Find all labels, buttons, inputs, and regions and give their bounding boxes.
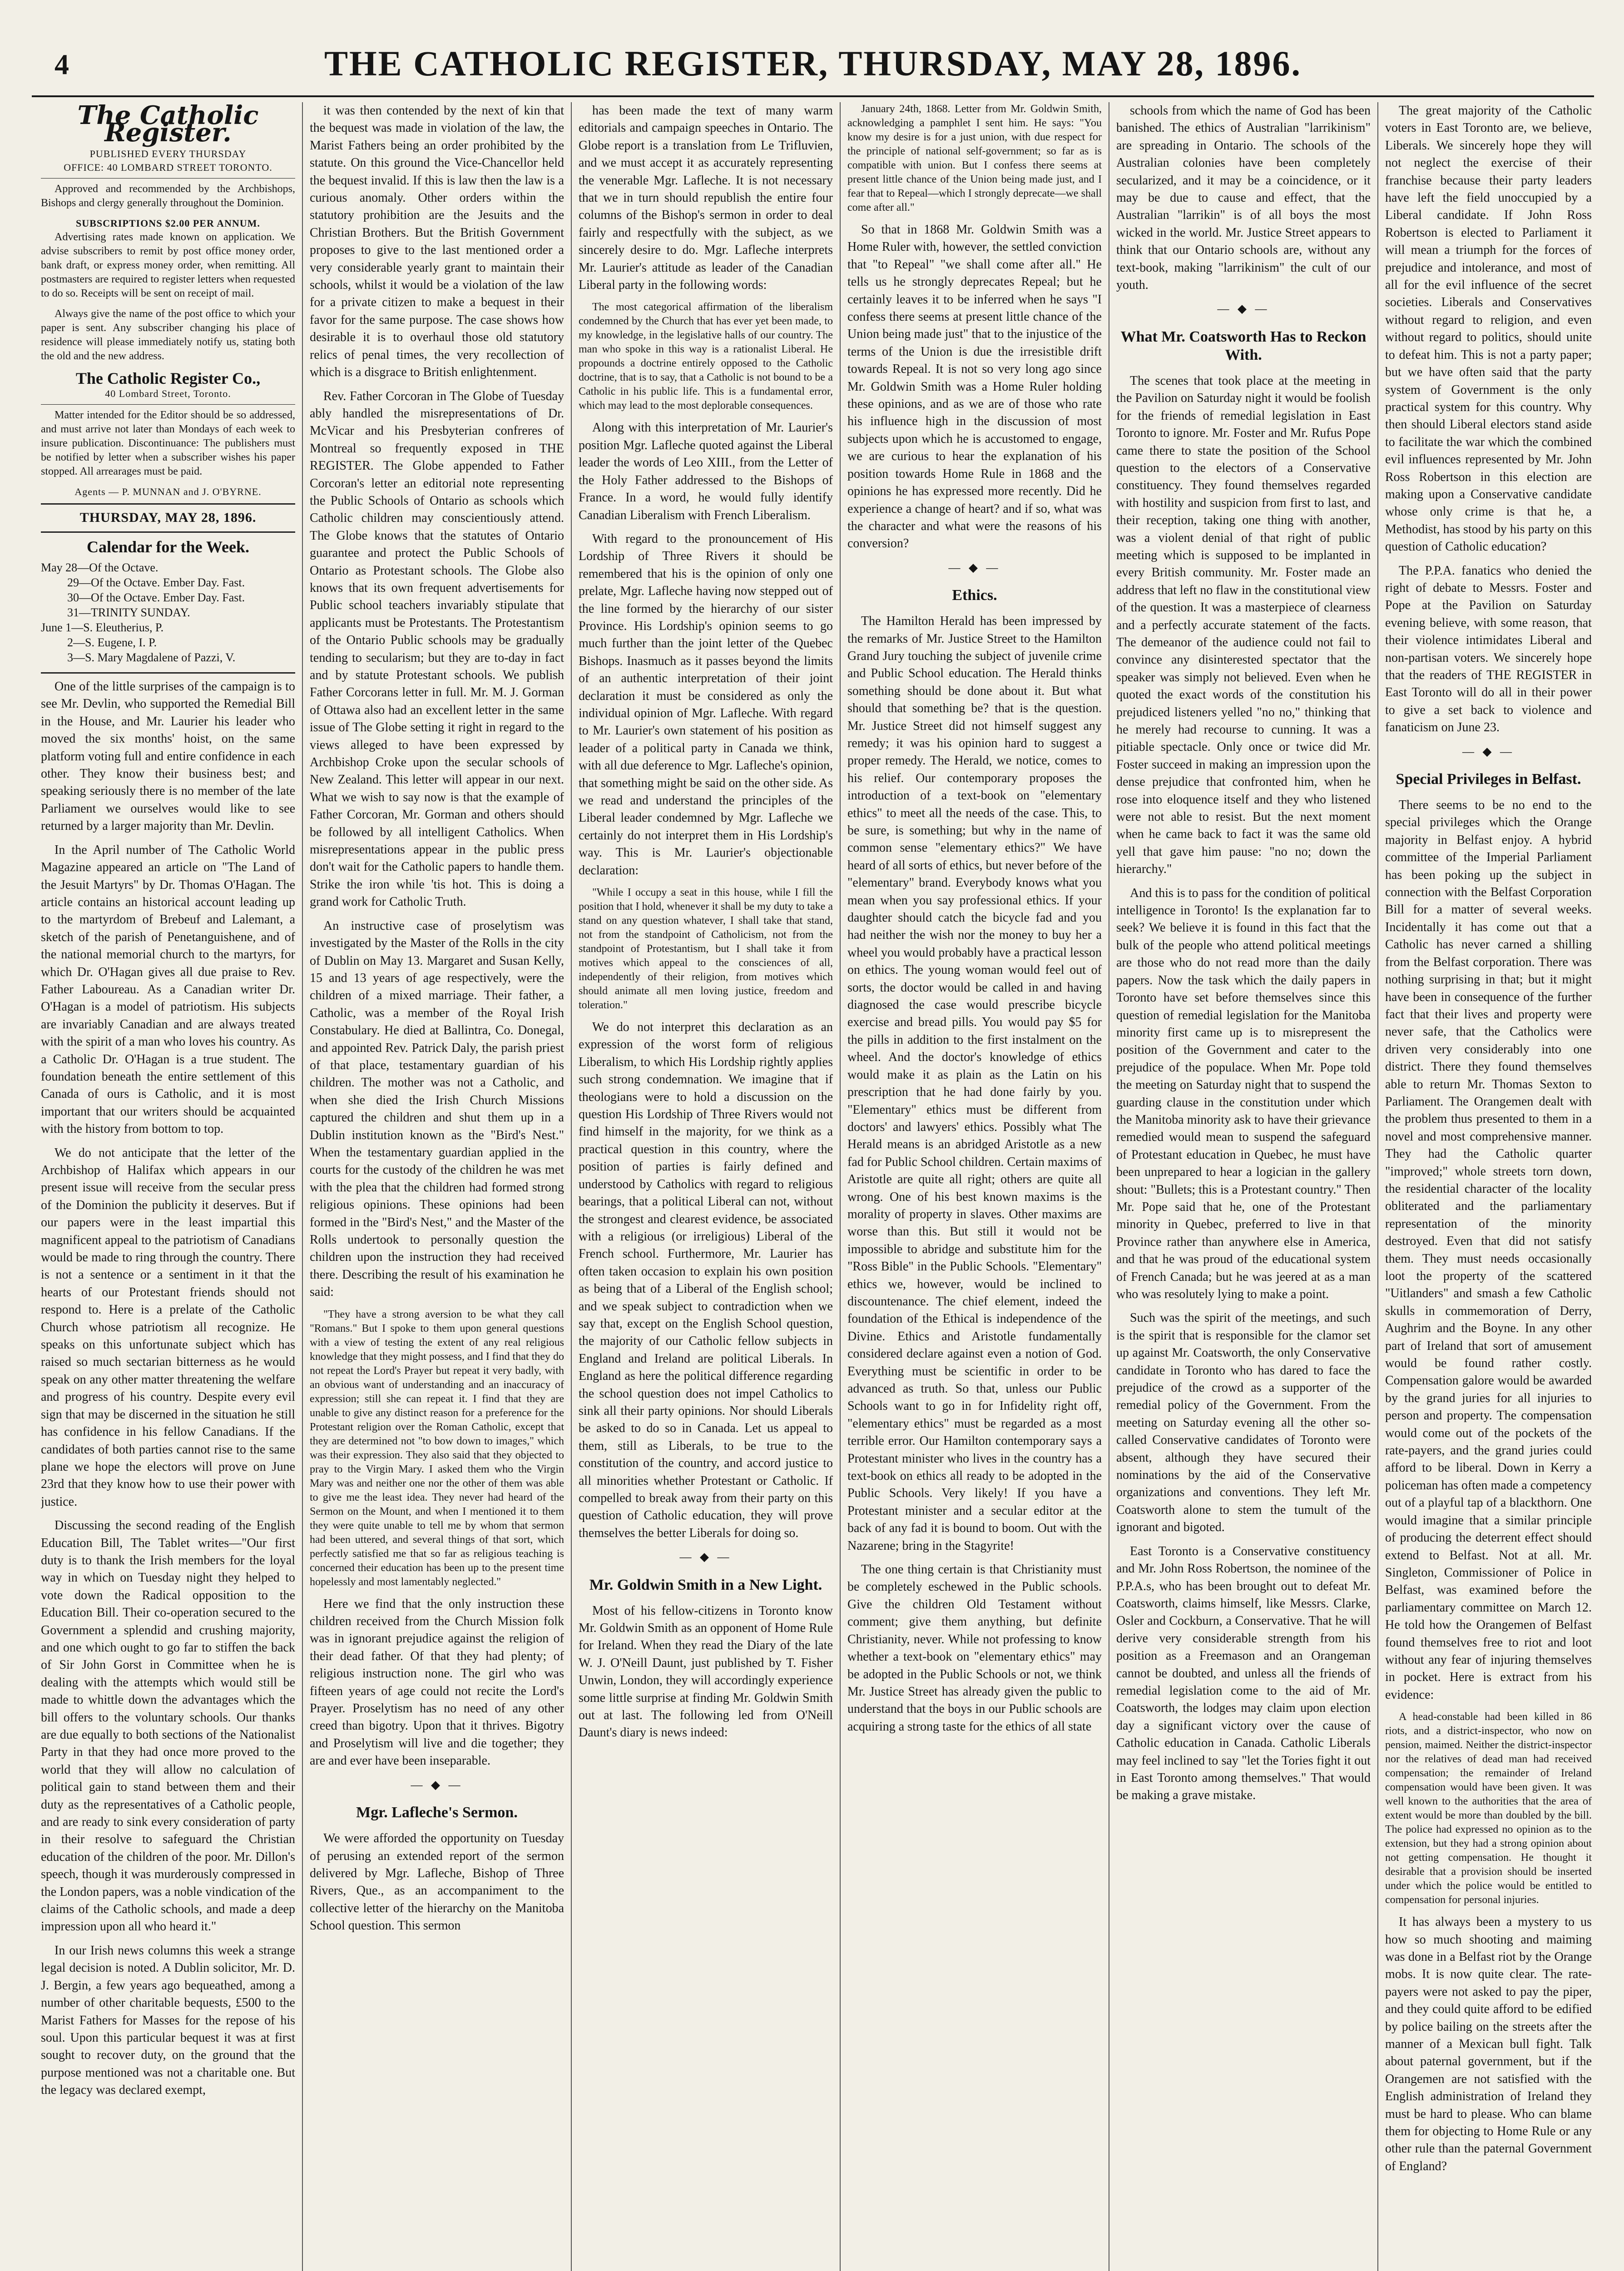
article-paragraph: In the April number of The Catholic World Magazine appeared an article on "The Land of the Jesuit Martyrs" by Dr. Thomas O'Hagan. The article contains an historical account leading up to the martyrdom of Brebeuf and Lalemant, a sketch of the parish of Penetanguishene, and of the national memorial church to the martyrs, for which Dr. O'Hagan gives all due praise to Rev. Father Laboureau. As a Canadian writer Dr. O'Hagan is a model of patriotism. His subjects are invariably Canadian and are always treated with the spirit of a man who loves his country. As a Catholic Dr. O'Hagan is a true student. The foundation beneath the entire settlement of this Canada of ours is Catholic, and it is most important that our writers should be acquainted with the history from bottom to top. [41, 843, 295, 1136]
ornament-divider: — ◆ — [1217, 302, 1270, 316]
notice-text: Matter intended for the Editor should be so addressed, and must arrive not later than Mondays of each week to insure publication. Discontinuance: The publishers must be notified by letter when a subscriber wishes his paper stopped. All arrearages must be paid. [41, 409, 295, 478]
subscriptions-heading: SUBSCRIPTIONS $2.00 PER ANNUM. [76, 217, 260, 229]
article-paragraph: Discussing the second reading of the English Education Bill, The Tablet writes—"Our first duty is to thank the Irish members for the loyal way in which on Tuesday night they helped to vote down the Radical opposition to the Education Bill. Their co-operation secured to the Government a splendid and crushing majority, and one which ought to go far to stiffen the back of Sir John Gorst in Committee when he is dealing with the attempts which would still be made to whittle down the advantages which the bill offers to the voluntary schools. Our thanks are due equally to both sections of the Nationalist Party in that they had once more proved to the world that they will allow no calculation of political gain to stand between them and their duty as the representatives of a Catholic people, and are ready to sink every consideration of party in their resolve to safeguard the Christian education of the children of the poor. Mr. Dillon's speech, though it was murderously compressed in the London papers, was a noble vindication of the claims of the Catholic schools, and made a deep impression upon all who heard it." [41, 1518, 295, 1934]
ornament-divider: — ◆ — [948, 560, 1001, 574]
page-number: 4 [54, 48, 69, 80]
article-paragraph: has been made the text of many warm editorials and campaign speeches in Ontario. The Globe report is a translation from Le Trifluvien, and we must accept it as accurately representing the venerable Mgr. Lafleche. It is not necessary that we in turn should republish the entire four columns of the Bishop's sermon in order to deal fairly and respectfully with the subject, as we sincerely desire to do. Mgr. Lafleche interprets Mr. Laurier's attitude as leader of the Canadian Liberal party in the following words: [579, 104, 833, 293]
column-2 [310, 102, 564, 2271]
ornament-divider: — ◆ — [1462, 744, 1515, 758]
article-paragraph: One of the little surprises of the campaign is to see Mr. Devlin, who supported the Remedial Bill in the House, and Mr. Laurier his leader who moved the six months' hoist, on the same platform voting full and entire confidence in each other. They know their business best; and speaking seriously there is no member of the late Parliament we ourselves would like to see returned by a larger majority than Mr. Devlin. [41, 679, 295, 833]
article-paragraph: It has always been a mystery to us how so much shooting and maiming was done in a Belfast riot by the Orange mobs. It is now quite clear. The rate-payers were not asked to pay the piper, and they could quite afford to be edified by police bailing on the streets after the manner of a Mexican bull fight. Talk about paternal government, but if the Orangemen are not satisfied with the English administration of Ireland they must be hard to please. Who can blame them for objecting to Home Rule or any other rule than the paternal Government of England? [1385, 1915, 1592, 2173]
article-paragraph: Such was the spirit of the meetings, and such is the spirit that is responsible for the clamor set up against Mr. Coatsworth, the only Conservative candidate in Toronto who has dared to face the prejudice of the crowd as a supporter of the remedial policy of the Government. From the meeting on Saturday evening all the other so-called Conservative candidates of Toronto were absent, although they have secured their nominations by the aid of the Conservative organizations and conventions. They left Mr. Coatsworth alone to stem the tumult of the ignorant and bigoted. [1116, 1311, 1371, 1535]
calendar-list [41, 560, 295, 665]
terms-text: Advertising rates made known on application. We advise subscribers to remit by post office money order, bank draft, or express money order, when remitting. All postmasters are required to register letters when requested to do so. Receipts will be sent on receipt of mail. [41, 231, 295, 299]
office-line: OFFICE: 40 LOMBARD STREET TORONTO. [64, 161, 272, 173]
publisher-address: 40 Lombard Street, Toronto. [105, 388, 231, 400]
block-quote: January 24th, 1868. Letter from Mr. Goldwin Smith, acknowledging a pamphlet I sent him. He says: "You know my desire is for a just union, with due respect for the principle of national self-government; so far as is compatible with union. But I confess there seems at present little chance of the Union being made just, and I fear that to Repeal—which I strongly deprecate—we shall come after all." [847, 103, 1102, 213]
header-rule [32, 95, 1594, 97]
ornament-divider: — ◆ — [679, 1550, 732, 1564]
divider [41, 178, 295, 179]
block-quote: "While I occupy a seat in this house, while I fill the position that I hold, whenever it shall be my duty to take a stand on any question whatever, I shall take that stand, not from the standpoint of Catholicism, not from the standpoint of Protestantism, but I shall take it from motives which appeal to the consciences of all, independently of their religion, from motives which should animate all men loving justice, freedom and toleration." [579, 887, 833, 1012]
ornament-divider: — ◆ — [411, 1778, 463, 1791]
calendar-entry: 30—Of the Octave. Ember Day. Fast. [67, 591, 245, 605]
article-paragraph: With regard to the pronouncement of His Lordship of Three Rivers it should be remembered that his is the opinion of only one prelate, Mgr. Lafleche having now stepped out of the line formed by the hierarchy of our sister Province. His Lordship's opinion seems to go much further than the joint letter of the Quebec Bishops. Inasmuch as it passes beyond the limits of an authentic interpretation of their joint declaration it must be considered as only the individual opinion of Mgr. Lafleche. With regard to Mr. Laurier's own statement of his position as leader of a political party in Canada we think, with all due deference to Mgr. Lafleche's opinion, that something might be said on the other side. As we read and understand the principles of the Liberal leader condemned by Mgr. Lafleche we certainly do not interpret them in His Lordship's way. This is Mr. Laurier's objectionable declaration: [579, 531, 833, 878]
article-paragraph: The great majority of the Catholic voters in East Toronto are, we believe, Liberals. We sincerely hope they will not neglect the exercise of their franchise because their party leaders have left the field unoccupied by a Liberal candidate. If John Ross Robertson is elected to Parliament it will mean a triumph for the forces of prejudice and intolerance, and most of all for the evil influence of the secret societies. Liberals and Conservatives without regard to religion, and even without regard to politics, should unite to defeat him. This is not a party paper; but we have often said that the party system of Government is the only practical system for this country. Why then should Liberal electors stand aside to facilitate the war which the combined evil influences represented by Mr. John Ross Robertson in this election are making upon a Conservative candidate whose only crime is that he, a Methodist, has stood by his party on this question of Catholic education? [1385, 104, 1592, 554]
article-headline: Mr. Goldwin Smith in a New Light. [589, 1576, 822, 1593]
calendar-heading: Calendar for the Week. [87, 537, 249, 556]
date-line: THURSDAY, MAY 28, 1896. [79, 510, 257, 526]
article-paragraph: Here we find that the only instruction these children received from the Church Mission folk was in ignorant prejudice against the religion of their dead father. Of that they had plenty; of religious instruction none. The girl who was fifteen years of age could not recite the Lord's Prayer. Proselytism has no need of any other creed than bigotry. Upon that it thrives. Bigotry and Proselytism will live and die together; they are and ever have been inseparable. [310, 1597, 564, 1768]
calendar-entry: 2—S. Eugene, I. P. [67, 636, 157, 650]
article-paragraph: The Hamilton Herald has been impressed by the remarks of Mr. Justice Street to the Hamilton Grand Jury touching the subject of juvenile crime and Public School education. The Herald thinks something should be done about it. But what should that something be? that is the question. Mr. Justice Street did not himself suggest any remedy; it was his opinion hard to suggest a proper remedy. The Herald, we notice, comes to his relief. Our contemporary proposes the introduction of a text-book on "elementary ethics" to meet all the needs of the case. This, to be sure, is something; but why in the name of common sense "elementary ethics?" We have heard of all sorts of ethics, but never before of the "elementary" brand. Everybody knows what you mean when you say professional ethics. If your daughter should catch the bicycle fad and you had neither the wish nor the money to buy her a wheel you would probably have a practical lesson on ethics. The young woman would feel out of sorts, the doctor would be called in and having diagnosed the case would prescribe bicycle exercise and bread pills. You would pay $5 for the pills in addition to the first instalment on the wheel. And the doctor's knowledge of ethics would make it as plain as the Latin on his prescription that he had done fairly by you. "Elementary" ethics must be different from doctors' and lawyers' ethics. Possibly what The Herald means is an abridged Aristotle as a new fad for Public School children. Certain maxims of Aristotle are quite all right; others are quite all wrong. One of his best known maxims is the morality of property in slaves. Other maxims are worse than this. But still it would not be impossible to abridge and substitute him for the "Ross Bible" in the Public Schools. "Elementary" ethics we, however, would be inclined to discountenance. The chief element, indeed the foundation of the Ethical is independence of the Divine. Ethics and Aristotle fundamentally considered declare against even a notion of God. Everything must be scientific in order to be advanced as truth. So that, unless our Public Schools want to go in for Infidelity right off, "elementary ethics" must be regarded as a most terrible error. Our Hamilton contemporary says a Protestant minister who lives in the country has a text-book on ethics all ready to be adopted in the Public Schools. Very likely! If you have a Protestant minister and a secular editor at the back of any fad it is bound to boom. Out with the Nazarene; bring in the Stagyrite! [847, 614, 1102, 1553]
calendar-entry: June 1—S. Eleutherius, P. [41, 621, 164, 635]
column-4 [847, 102, 1102, 2271]
column-rule [840, 102, 841, 2271]
article-headline: What Mr. Coatsworth Has to Reckon With. [1120, 328, 1367, 363]
article-paragraph: it was then contended by the next of kin that the bequest was made in violation of the law, the Marist Fathers being an order prohibited by the statute. On this ground the Vice-Chancellor held the bequest invalid. If this is law then the law is a curious anomaly. Other orders within the statutory prohibition are the Jesuits and the Christian Brothers. But the British Government proposes to give to the last mentioned order a very considerable yearly grant to maintain their schools, whilst it would be a violation of the law for a private citizen to make a bequest in their favor for the same purpose. The case shows how desirable it is to overhaul those old statutory relics of penal times, the very recollection of which is a disgrace to British enlightenment. [310, 104, 564, 380]
page-header [32, 43, 1594, 93]
publisher-name: The Catholic Register Co., [75, 369, 261, 387]
published-line: PUBLISHED EVERY THURSDAY [89, 148, 247, 159]
article-paragraph: We do not anticipate that the letter of the Archbishop of Halifax which appears in our present issue will receive from the secular press of the Dominion the publicity it deserves. But if our papers were in the least impartial this magnificent appeal to the patriotism of Canadians would be made to ring through the country. There is not a sentence or a sentiment in it that the hearts of our Protestant friends should not respond to. Here is a prelate of the Catholic Church whose patriotism all recognize. He speaks on this unfortunate subject which has raised so much sectarian bitterness as he would speak on any other matter threatening the welfare and progress of his country. Despite every evil sign that may be discerned in the situation he still has confidence in his fellow Canadians. If the candidates of both parties cannot rise to the same plane we hope the electors will prove on June 23rd that they know how to use their power with justice. [41, 1145, 295, 1509]
article-paragraph: We do not interpret this declaration as an expression of the worst form of religious Liberalism, to which His Lordship rightly applies such strong condemnation. We imagine that if theologians were to hold a discussion on the question His Lordship of Three Rivers would not find himself in the majority, for we think as a practical question in this country, where the position of parties is fairly defined and understood by Catholics with regard to religious bearings, that a political Liberal can not, without the strongest and clearest evidence, be associated with a religious (or irreligious) Liberal of the French school. Furthermore, Mr. Laurier has often taken occasion to explain his own position as being that of a Liberal of the English school; and we speak subject to contradiction when we say that, except on the English School question, the majority of our Catholic fellow subjects in England and Ireland are political Liberals. In England as here the political difference regarding the school question does not impel Catholics to sink all their party opinions. Nor should Liberals be asked to do so in Canada. Let us appeal to them, still as Liberals, to be true to the constitution of the country, and accord justice to all minorities whether Protestant or Catholic. If compelled to break away from their party on this question of Catholic education, they will prove themselves the better Liberals for doing so. [579, 1020, 833, 1540]
article-paragraph: East Toronto is a Conservative constituency and Mr. John Ross Robertson, the nominee of the P.P.A.s, who has been brought out to defeat Mr. Coatsworth, claims himself, like Messrs. Clarke, Osler and Cockburn, a Conservative. That he will derive very considerable strength from his position as a Freemason and an Orangeman cannot be doubted, and unless all the friends of remedial legislation come to the aid of Mr. Coatsworth, the lodges may claim upon election day a significant victory over the cause of Catholic education in Canada. Catholic Liberals may feel inclined to say "let the Tories fight it out in East Toronto among themselves." That would be making a grave mistake. [1116, 1544, 1371, 1803]
article-paragraph: There seems to be no end to the special privileges which the Orange majority in Belfast enjoy. A hybrid committee of the Imperial Parliament has been poking up the subject in connection with the Belfast Corporation Bill for a matter of several weeks. Incidentally it has come out that a Catholic has never carned a shilling from the Belfast corporation. There was nothing surprising in that; but it might have been in consequence of the further fact that their lives and property were never safe, that the Catholics were driven very considerably into one district. There they found themselves able to return Mr. Thomas Sexton to Parliament. The Orangemen dealt with the problem thus presented to them in a novel and most comprehensive manner. They had the Catholic quarter "improved;" whole streets torn down, the residential character of the locality obliterated and the parliamentary representation of the minority destroyed. Even that did not satisfy them. They must needs occasionally loot the property of the scattered "Uitlanders" and smash a few Catholic skulls in commemoration of Derry, Aughrim and the Boyne. In any other part of Ireland that sort of amusement would be found rather costly. Compensation galore would be awarded by the grand juries for all injuries to person and property. The compensation would come out of the pockets of the rate-payers, and the grand juries could afford to be liberal. Down in Kerry a policeman has often made a competency out of a playful tap of a blackthorn. One would imagine that a similar principle of producing the deterrent effect should extend to Belfast. Not at all. Mr. Singleton, Commissioner of Police in Belfast, was examined before the parliamentary committee on March 12. He told how the Orangemen of Belfast found themselves free to riot and loot without any fear of injuring themselves in pocket. Here is extract from his evidence: [1385, 798, 1592, 1702]
article-paragraph: The scenes that took place at the meeting in the Pavilion on Saturday night it would be foolish for the friends of remedial legislation in East Toronto to ignore. Mr. Foster and Mr. Rufus Pope came there to state the position of the School question to the electors of a Conservative constituency. They found themselves regarded with hostility and suspicion from first to last, and their reception, taking one thing with another, was a violent denial of that right of public meeting which is supposed to be implanted in every British community. Mr. Foster made an address that left no flaw in the constitutional view of the question. It was a masterpiece of clearness and a perfectly accurate statement of the facts. The demeanor of the audience could not fail to convince any disinterested spectator that the speaker was simply not believed. Even when he quoted the exact words of the constitution his prejudiced listeners yelled "no no," thinking that he merely had recourse to cunning. It was a pitiable spectacle. Only once or twice did Mr. Foster succeed in making an impression upon the dense prejudice that confronted him, when he rose into eloquence itself and they who listened were not able to resist. But the next moment when he came back to fact it was the same old yell that gave him pause: "no no; down the hierarchy." [1116, 373, 1371, 877]
column-rule [571, 102, 572, 2271]
terms-text-2: Always give the name of the post office to which your paper is sent. Any subscriber changing his place of residence will please immediately notify us, stating both the old and the new address. [41, 307, 295, 362]
column-1 [41, 102, 295, 2271]
agents-line: Agents — P. MUNNAN and J. O'BYRNE. [74, 486, 262, 498]
article-paragraph: The one thing certain is that Christianity must be completely eschewed in the Public schools. Give the children Old Testament without comment; give them anything, but definite Christianity, never. While not professing to know whether a text-book on "elementary ethics" may be adopted in the Public Schools or not, we think Mr. Justice Street has already given the public to understand that the boys in our Public schools are acquiring a strong taste for the ethics of all state [847, 1562, 1102, 1734]
divider [41, 404, 295, 405]
calendar-entry: 31—TRINITY SUNDAY. [67, 606, 190, 620]
article-paragraph: We were afforded the opportunity on Tuesday of perusing an extended report of the sermon delivered by Mgr. Lafleche, Bishop of Three Rivers, Que., as an accompaniment to the collective letter of the hierarchy on the Manitoba School question. This sermon [310, 1831, 564, 1933]
article-paragraph: Rev. Father Corcoran in The Globe of Tuesday ably handled the misrepresentations of Dr. McVicar and his Presbyterian confreres of Montreal so frequently exposed in THE REGISTER. The Globe appended to Father Corcoran's letter an editorial note representing the Public Schools of Ontario as schools which Catholic children may conscientiously attend. The Globe knows that the statutes of Ontario guarantee and protect the Public Schools of Ontario as Protestant schools. The Globe also knows that its own frequent advertisements for Public school teachers invariably stipulate that applicants must be Protestants. The Protestantism of the Ontario Public schools may be gradually tending to secularism; but they are to-day in fact and by statute Protestant schools. We publish Father Corcorans letter in full. Mr. M. J. Gorman of Ottawa also had an excellent letter in the same issue of The Globe setting it right in regard to the views alleged to have been expressed by Archbishop Croke upon the secular schools of New Zealand. This letter will appear in our next. What we wish to say now is that the example of Father Corcoran, Mr. Gorman and others should be followed by all intelligent Catholics. When misrepresentations appear in the public press don't wait for the Catholic papers to handle them. Strike the iron while 'tis hot. This is doing a grand work for Catholic Truth. [310, 389, 564, 909]
article-paragraph: So that in 1868 Mr. Goldwin Smith was a Home Ruler with, however, the settled conviction that "to Repeal" "we shall come after all." He tells us he strongly deprecates Repeal; but he certainly leaves it to be inferred when he says "I confess there seems at present little chance of the Union being made just" that to the injustice of the terms of the Union is due the irresistible drift towards Repeal. It is not so very long ago since Mr. Goldwin Smith was a Home Ruler holding these opinions, and as we are of those who rate his influence high in the discussion of most subjects upon which he is accustomed to engage, we are curious to hear the explanation of his position towards Home Rule in 1868 and the opinions he has expressed more recently. Did he experience a change of heart? and if so, what was the character and what were the reasons of his conversion? [847, 223, 1102, 551]
column-3 [579, 102, 833, 2271]
calendar-entry: May 28—Of the Octave. [41, 561, 158, 575]
columns [41, 102, 1594, 2271]
column-6 [1385, 102, 1592, 2271]
article-paragraph: schools from which the name of God has been banished. The ethics of Australian "larrikinism" are spreading in Ontario. The schools of the Australian colonies have been completely secularized, and it may be a coincidence, or it may be due to cause and effect, that the Australian "larrikin" is of all boys the most wicked in the world. Mr. Justice Street appears to think that our Ontario schools are, without any text-book, making "larrikinism" the cult of our youth. [1116, 104, 1371, 293]
article-headline: Mgr. Lafleche's Sermon. [356, 1804, 518, 1821]
article-paragraph: In our Irish news columns this week a strange legal decision is noted. A Dublin solicitor, Mr. D. J. Bergin, a few years ago bequeathed, among a number of other charitable bequests, £500 to the Marist Fathers for Masses for the repose of his soul. Upon this particular bequest it was at first sought to recover duty, on the ground that the purpose mentioned was not a charitable one. But the legacy was declared exempt, [41, 1943, 295, 2097]
article-paragraph: Along with this interpretation of Mr. Laurier's position Mgr. Lafleche quoted against the Liberal leader the words of Leo XIII., from the Letter of the Holy Father addressed to the Bishops of France. In a word, he would fully identify Canadian Liberalism with French Liberalism. [579, 421, 833, 522]
approval-text: Approved and recommended by the Archbishops, Bishops and clergy generally throughout the Dominion. [41, 183, 295, 209]
calendar-entry: 3—S. Mary Magdalene of Pazzi, V. [67, 651, 236, 664]
article-headline: Special Privileges in Belfast. [1396, 771, 1581, 788]
divider [41, 531, 295, 533]
article-headline: Ethics. [952, 587, 997, 604]
block-quote: A head-constable had been killed in 86 riots, and a district-inspector, who now on pension, maimed. Neither the district-inspector nor the relatives of dead man had received compensation; the remainder of Ireland compensation would have been given. It was well known to the authorities that the area of extent would be more than doubled by the bill. The police had expressed no opinion as to the extension, but they had a strong opinion about not getting compensation. He thought it desirable that a provision should be inserted under which the police would be entitled to compensation for personal injuries. [1385, 1711, 1592, 1906]
article-paragraph: And this is to pass for the condition of political intelligence in Toronto! Is the explanation far to seek? We believe it is found in this fact that the bulk of the people who attend political meetings are those who do not read more than the daily papers. Now the task which the daily papers in Toronto have set before themselves since this question of remedial legislation for the Manitoba minority first came up is to misrepresent the position of the Government and cater to the prejudice of the populace. When Mr. Pope told the meeting on Saturday night that to suspend the guarding clause in the constitution under which the Manitoba minority ask to have their grievance remedied would mean to suspend the safeguard of Protestant education in Quebec, he must have been unprepared to hear a logician in the gallery shout: "Bullets; this is a Protestant country." Then Mr. Pope said that he, one of the Protestant minority in Quebec, preferred to live in that Province rather than anywhere else in America, and that he was proud of the educational system of French Canada; but he was jeered at as a man who was resolutely lying to make a point. [1116, 886, 1371, 1301]
column-5 [1116, 102, 1371, 2271]
column-rule [1377, 102, 1378, 2271]
block-quote: "They have a strong aversion to be what they call "Romans." But I spoke to them upon general questions with a view of testing the extent of any real religious knowledge that they might possess, and I find that they do not repeat the Lord's Prayer but repeat it very badly, with an obvious want of understanding and an inaccuracy of expression; still she can repeat it. I find that they are unable to give any distinct reason for a preference for the Protestant religion over the Roman Catholic, except that they are determined not "to bow down to images," which was their expression. They also said that they objected to pray to the Virgin Mary. I asked them who the Virgin Mary was and neither one nor the other of them was able to give me the least idea. They never had heard of the Sermon on the Mount, and when I mentioned it to them they were quite unable to tell me by whom that sermon had been uttered, and several things of that sort, which perfectly satisfied me that so far as religious teaching is concerned their education has been up to the present time hopelessly and most lamentably neglected." [310, 1308, 564, 1588]
divider [41, 503, 295, 505]
article-paragraph: An instructive case of proselytism was investigated by the Master of the Rolls in the city of Dublin on May 13. Margaret and Susan Kelly, 15 and 13 years of age respectively, were the children of a mixed marriage. Their father, a Catholic, was a member of the Royal Irish Constabulary. He died at Ballintra, Co. Donegal, and appointed Rev. Patrick Daly, the parish priest of that place, testamentary guardian of his children. The mother was not a Catholic, and when she died the Irish Church Missions captured the children and shut them up in a Dublin institution known as the "Bird's Nest." When the testamentary guardian applied in the courts for the custody of the children he was met with the plea that the children had formed strong religious opinions. These opinions had been formed in the "Bird's Nest," and the Master of the Rolls undertook to personally question the children upon the instruction they had received there. Describing the result of his examination he said: [310, 918, 564, 1299]
divider [41, 672, 295, 674]
column-rule [302, 102, 303, 2271]
calendar-entry: 29—Of the Octave. Ember Day. Fast. [67, 576, 245, 590]
block-quote: The most categorical affirmation of the liberalism condemned by the Church that has ever yet been made, to my knowledge, in the legislative halls of our country. The man who spoke in this way is a rationalist Liberal. He propounds a doctrine entirely opposed to the Catholic doctrine, that is to say, that a Catholic is not bound to be a Catholic in his public life. This is a fundamental error, which may lead to the most deplorable consequences. [579, 301, 833, 412]
article-paragraph: Most of his fellow-citizens in Toronto know Mr. Goldwin Smith as an opponent of Home Rule for Ireland. When they read the Diary of the late W. J. O'Neill Daunt, just published by T. Fisher Unwin, London, they will accordingly experience some little surprise at finding Mr. Goldwin Smith out at last. The following led from O'Neill Daunt's diary is news indeed: [579, 1603, 833, 1740]
paper-name: The Catholic Register. [77, 102, 259, 148]
article-paragraph: The P.P.A. fanatics who denied the right of debate to Messrs. Foster and Pope at the Pavilion on Saturday evening believe, with some reason, that their violence intimidates Liberal and non-partisan voters. We sincerely hope that the readers of THE REGISTER in East Toronto will do all in their power to give a set back to violence and fanaticism on June 23. [1385, 563, 1592, 735]
page-title: THE CATHOLIC REGISTER, THURSDAY, MAY 28, 1896. [324, 44, 1302, 83]
